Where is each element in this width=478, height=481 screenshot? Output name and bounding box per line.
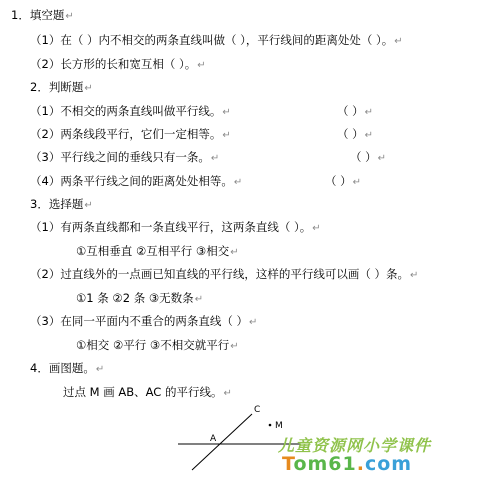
text-line xyxy=(30,267,418,283)
text-line xyxy=(30,197,93,213)
paragraph-mark-icon: ↵ xyxy=(197,60,206,71)
text-line xyxy=(325,174,361,190)
line-text: （2）过直线外的一点画已知直线的平行线，这样的平行线可以画（ ）条。 xyxy=(30,267,409,281)
paragraph-mark-icon: ↵ xyxy=(312,223,321,234)
line-text: （ ） xyxy=(337,127,364,141)
text-line xyxy=(30,104,231,120)
line-text: （ ） xyxy=(337,104,364,118)
line-text: （2）两条线段平行，它们一定相等。 xyxy=(30,127,222,141)
label-a: A xyxy=(210,434,217,444)
line-text: （1）有两条直线都和一条直线平行，这两条直线（ ）。 xyxy=(30,220,312,234)
line-text: 1．填空题 xyxy=(11,8,65,22)
paragraph-mark-icon: ↵ xyxy=(194,294,204,305)
label-m: M xyxy=(275,421,283,431)
paragraph-mark-icon: ↵ xyxy=(409,270,419,281)
paragraph-mark-icon: ↵ xyxy=(394,36,403,47)
paragraph-mark-icon: ↵ xyxy=(377,153,387,164)
paragraph-mark-icon: ↵ xyxy=(210,153,220,164)
text-line xyxy=(30,150,219,166)
text-line xyxy=(76,338,239,354)
text-line xyxy=(30,127,231,143)
label-c: C xyxy=(254,405,261,415)
watermark-site xyxy=(282,453,412,475)
line-text: （ ） xyxy=(325,174,352,188)
text-line xyxy=(30,220,321,236)
paragraph-mark-icon: ↵ xyxy=(364,107,374,118)
line-text: 过点 M 画 AB、AC 的平行线。 xyxy=(63,385,223,399)
paragraph-mark-icon: ↵ xyxy=(95,364,105,375)
line-text: 2．判断题 xyxy=(30,80,84,94)
text-line xyxy=(30,361,104,377)
paragraph-mark-icon: ↵ xyxy=(222,130,231,141)
point-m xyxy=(269,424,272,427)
line-text: （2）长方形的长和宽互相（ ）。 xyxy=(30,57,197,71)
line-text: （3）平行线之间的垂线只有一条。 xyxy=(30,150,210,164)
paragraph-mark-icon: ↵ xyxy=(248,317,258,328)
paragraph-mark-icon: ↵ xyxy=(364,130,374,141)
line-text: 4．画图题。 xyxy=(30,361,95,375)
line-text: ①1 条 ②2 条 ③无数条 xyxy=(76,291,194,305)
paragraph-mark-icon: ↵ xyxy=(352,177,362,188)
watermark-site-com: com xyxy=(364,453,413,475)
line-text: （ ） xyxy=(350,150,377,164)
paragraph-mark-icon: ↵ xyxy=(84,83,93,94)
watermark-site-dot: . xyxy=(356,453,365,475)
paragraph-mark-icon: ↵ xyxy=(65,11,74,22)
paragraph-mark-icon: ↵ xyxy=(233,177,243,188)
line-text: （1）不相交的两条直线叫做平行线。 xyxy=(30,104,222,118)
text-line xyxy=(30,80,93,96)
text-line xyxy=(350,150,386,166)
text-line xyxy=(63,385,232,401)
text-line xyxy=(11,8,74,24)
watermark-site-t: T xyxy=(282,453,294,475)
line-text: （1）在（ ）内不相交的两条直线叫做（ ），平行线间的距离处处（ ）。 xyxy=(30,33,394,47)
line-text: ①相交 ②平行 ③不相交就平行 xyxy=(76,338,230,352)
text-line xyxy=(30,57,206,73)
text-line xyxy=(76,291,203,307)
text-line xyxy=(337,104,373,120)
watermark-site-om61: om61 xyxy=(293,453,357,475)
text-line xyxy=(337,127,373,143)
line-text: （4）两条平行线之间的距离处处相等。 xyxy=(30,174,233,188)
line-text: ①互相垂直 ②互相平行 ③相交 xyxy=(76,244,230,258)
watermark-title: 儿童资源网小学课件 xyxy=(278,436,432,455)
text-line xyxy=(30,314,257,330)
line-text: 3．选择题 xyxy=(30,197,84,211)
paragraph-mark-icon: ↵ xyxy=(222,107,231,118)
paragraph-mark-icon: ↵ xyxy=(223,388,232,399)
line-text: （3）在同一平面内不重合的两条直线（ ） xyxy=(30,314,248,328)
text-line xyxy=(30,33,403,49)
paragraph-mark-icon: ↵ xyxy=(230,247,239,258)
paragraph-mark-icon: ↵ xyxy=(230,341,239,352)
text-line xyxy=(30,174,242,190)
paragraph-mark-icon: ↵ xyxy=(84,200,93,211)
text-line xyxy=(76,244,239,260)
line-ac xyxy=(192,414,252,470)
